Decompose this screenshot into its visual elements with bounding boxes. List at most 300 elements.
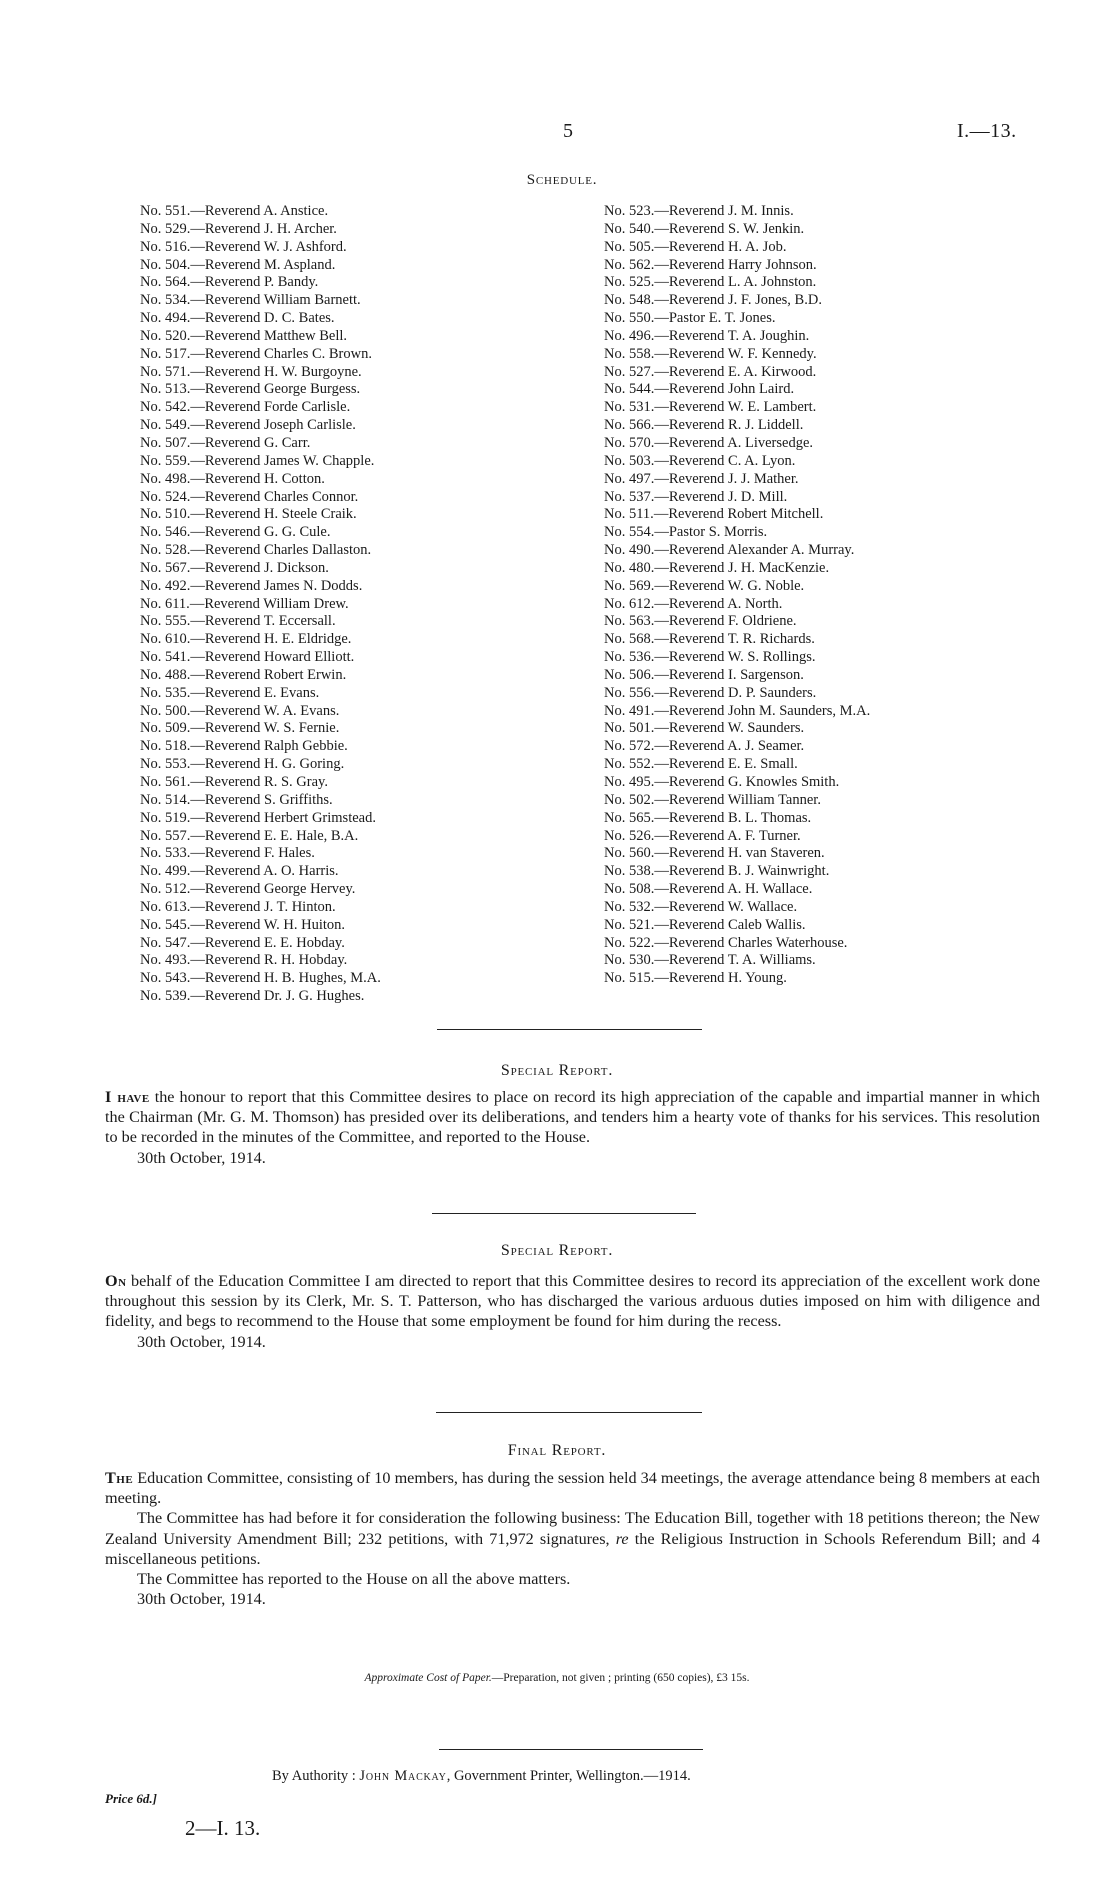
schedule-entry bbox=[140, 578, 560, 596]
petition-number: No. 538. bbox=[604, 863, 655, 880]
petition-number: No. 551. bbox=[140, 203, 191, 219]
lead-words: On bbox=[105, 1272, 127, 1290]
petitioner-name: —Reverend H. Cotton. bbox=[190, 470, 325, 487]
schedule-entry bbox=[604, 970, 1044, 988]
schedule-entry bbox=[140, 917, 560, 935]
schedule-entry bbox=[604, 471, 1044, 489]
schedule-entry bbox=[604, 489, 1044, 507]
petitioner-name: —Reverend F. Oldriene. bbox=[654, 613, 797, 630]
schedule-entry bbox=[140, 506, 560, 524]
petition-number: No. 530. bbox=[604, 952, 655, 969]
paragraph-text: Education Committee, consisting of 10 members, has during the session held 34 meetings, the average attendance being 8 members at each meeting. bbox=[105, 1469, 1040, 1508]
schedule-entry bbox=[604, 720, 1044, 738]
petition-number: No. 566. bbox=[604, 417, 655, 434]
schedule-entry bbox=[604, 292, 1044, 310]
petition-number: No. 497. bbox=[604, 470, 655, 487]
schedule-entry bbox=[604, 203, 1044, 221]
schedule-entry bbox=[140, 828, 560, 846]
cost-of-paper bbox=[0, 1672, 1114, 1684]
petition-number: No. 495. bbox=[604, 774, 655, 790]
petitioner-name: —Reverend John M. Saunders, M.A. bbox=[654, 702, 871, 719]
petitioner-name: —Reverend W. G. Noble. bbox=[654, 577, 805, 594]
petition-number: No. 559. bbox=[140, 452, 191, 469]
petitioner-name: —Reverend W. H. Huiton. bbox=[190, 916, 346, 933]
report-date: 30th October, 1914. bbox=[137, 1148, 266, 1167]
petition-number: No. 568. bbox=[604, 631, 655, 648]
petition-number: No. 511. bbox=[604, 506, 654, 523]
petition-number: No. 509. bbox=[140, 720, 191, 737]
schedule-entry bbox=[604, 738, 1044, 756]
petitioner-name: —Reverend Ralph Gebbie. bbox=[190, 738, 348, 755]
petitioner-name: —Reverend James W. Chapple. bbox=[190, 452, 375, 469]
schedule-entry bbox=[604, 221, 1044, 239]
petitioner-name: —Reverend L. A. Johnston. bbox=[654, 274, 817, 291]
petition-number: No. 555. bbox=[140, 613, 191, 630]
schedule-entry bbox=[140, 774, 560, 792]
petition-number: No. 564. bbox=[140, 274, 191, 291]
petition-number: No. 502. bbox=[604, 791, 655, 808]
schedule-left-column bbox=[140, 203, 560, 1006]
petition-number: No. 515. bbox=[604, 970, 655, 987]
petition-number: No. 561. bbox=[140, 774, 191, 790]
schedule-title: Schedule. bbox=[526, 172, 598, 188]
petitioner-name: —Reverend E. Evans. bbox=[190, 684, 320, 701]
petitioner-name: —Reverend T. A. Joughin. bbox=[654, 327, 810, 344]
petitioner-name: —Reverend H. W. Burgoyne. bbox=[190, 363, 362, 380]
special-report-1-title: Special Report. bbox=[500, 1062, 614, 1079]
schedule-entry bbox=[604, 274, 1044, 292]
schedule-entry bbox=[140, 649, 560, 667]
petition-number: No. 535. bbox=[140, 684, 191, 701]
petitioner-name: —Reverend I. Sargenson. bbox=[654, 666, 804, 683]
schedule-entry bbox=[604, 542, 1044, 560]
petitioner-name: —Reverend A. Anstice. bbox=[190, 203, 329, 219]
schedule-entry bbox=[140, 560, 560, 578]
petitioner-name: —Reverend G. G. Cule. bbox=[190, 524, 331, 541]
schedule-entry bbox=[604, 881, 1044, 899]
petition-number: No. 565. bbox=[604, 809, 655, 826]
petition-number: No. 507. bbox=[140, 434, 191, 451]
petitioner-name: —Reverend Robert Mitchell. bbox=[653, 506, 824, 523]
petitioner-name: —Reverend Dr. J. G. Hughes. bbox=[190, 988, 365, 1005]
schedule-entry bbox=[604, 453, 1044, 471]
schedule-entry bbox=[604, 310, 1044, 328]
petition-number: No. 552. bbox=[604, 756, 655, 773]
paragraph-text: the Religious Instruction in Schools Referendum Bill; and 4 miscellaneous petitions. bbox=[105, 1529, 1040, 1568]
petition-number: No. 490. bbox=[604, 542, 655, 559]
printer-name: John Mackay bbox=[359, 1768, 447, 1784]
petition-number: No. 546. bbox=[140, 524, 191, 541]
special-report-2-body bbox=[105, 1271, 1040, 1352]
petitioner-name: —Reverend S. W. Jenkin. bbox=[654, 220, 805, 237]
schedule-entry bbox=[140, 613, 560, 631]
petition-number: No. 534. bbox=[140, 292, 191, 309]
schedule-entry bbox=[604, 935, 1044, 953]
petitioner-name: —Reverend H. Young. bbox=[654, 970, 787, 987]
petitioner-name: —Reverend James N. Dodds. bbox=[190, 577, 363, 594]
petition-number: No. 553. bbox=[140, 756, 191, 773]
schedule-entry bbox=[140, 863, 560, 881]
lead-words: The bbox=[105, 1469, 134, 1487]
schedule-entry bbox=[604, 257, 1044, 275]
petitioner-name: —Reverend A. O. Harris. bbox=[190, 863, 339, 880]
petitioner-name: —Reverend H. van Staveren. bbox=[654, 845, 825, 862]
schedule-entry bbox=[140, 310, 560, 328]
italic-re: re bbox=[615, 1529, 629, 1548]
page-number: 5 bbox=[563, 120, 573, 142]
petitioner-name: —Reverend Joseph Carlisle. bbox=[190, 417, 356, 434]
schedule-entry bbox=[604, 917, 1044, 935]
petition-number: No. 493. bbox=[140, 952, 191, 969]
petitioner-name: —Reverend B. L. Thomas. bbox=[654, 809, 812, 826]
petition-number: No. 570. bbox=[604, 434, 655, 451]
schedule-entry bbox=[140, 328, 560, 346]
final-report-body bbox=[105, 1468, 1040, 1609]
petitioner-name: —Reverend H. A. Job. bbox=[654, 238, 787, 255]
petitioner-name: —Reverend J. M. Innis. bbox=[654, 203, 794, 219]
petitioner-name: —Reverend E. A. Kirwood. bbox=[654, 363, 817, 380]
petition-number: No. 543. bbox=[140, 970, 191, 987]
petitioner-name: —Reverend Caleb Wallis. bbox=[654, 916, 806, 933]
petitioner-name: —Reverend William Tanner. bbox=[654, 791, 821, 808]
petition-number: No. 612. bbox=[604, 595, 655, 612]
paragraph-text: The Committee has had before it for consideration the following business: The Education Bill, together with 18 petitions thereon; the New Zealand University Amendment Bill; 232 petitions, with 71,972 signatures, bbox=[105, 1509, 1040, 1548]
schedule-entry bbox=[140, 435, 560, 453]
petition-number: No. 613. bbox=[140, 898, 191, 915]
petition-number: No. 499. bbox=[140, 863, 191, 880]
petition-number: No. 510. bbox=[140, 506, 191, 523]
petitioner-name: —Reverend J. H. MacKenzie. bbox=[654, 559, 830, 576]
petitioner-name: —Reverend J. J. Mather. bbox=[654, 470, 799, 487]
petition-number: No. 512. bbox=[140, 881, 191, 898]
petition-number: No. 514. bbox=[140, 791, 191, 808]
petition-number: No. 506. bbox=[604, 666, 655, 683]
petitioner-name: —Reverend T. R. Richards. bbox=[654, 631, 815, 648]
schedule-entry bbox=[604, 328, 1044, 346]
petition-number: No. 523. bbox=[604, 203, 655, 219]
petition-number: No. 505. bbox=[604, 238, 655, 255]
petition-number: No. 501. bbox=[604, 720, 655, 737]
imprint-prefix: By Authority : bbox=[272, 1768, 360, 1784]
schedule-entry bbox=[604, 560, 1044, 578]
petitioner-name: —Reverend W. A. Evans. bbox=[190, 702, 340, 719]
petition-number: No. 504. bbox=[140, 256, 191, 273]
petition-number: No. 611. bbox=[140, 595, 190, 612]
schedule-entry bbox=[604, 631, 1044, 649]
petitioner-name: —Reverend J. T. Hinton. bbox=[190, 898, 336, 915]
schedule-entry bbox=[604, 649, 1044, 667]
schedule-entry bbox=[140, 221, 560, 239]
paragraph-text: behalf of the Education Committee I am directed to report that this Committee desires to record its appreciation of the excellent work done throughout this session by its Clerk, Mr. S. T. Patterson, who has discharged the various arduous duties imposed on him with diligence and fidelity, and begs to recommend to the House that some employment be found for him during the recess. bbox=[105, 1272, 1040, 1331]
schedule-entry bbox=[140, 524, 560, 542]
schedule-entry bbox=[140, 489, 560, 507]
imprint bbox=[272, 1768, 691, 1785]
report-date: 30th October, 1914. bbox=[137, 1332, 266, 1351]
petitioner-name: —Reverend J. H. Archer. bbox=[190, 220, 337, 237]
petition-number: No. 557. bbox=[140, 827, 191, 844]
schedule-entry bbox=[140, 453, 560, 471]
petitioner-name: —Reverend S. Griffiths. bbox=[190, 791, 333, 808]
schedule-entry bbox=[604, 667, 1044, 685]
petitioner-name: —Reverend R. S. Gray. bbox=[190, 774, 328, 790]
petition-number: No. 519. bbox=[140, 809, 191, 826]
petitioner-name: —Reverend Robert Erwin. bbox=[190, 666, 347, 683]
petition-number: No. 500. bbox=[140, 702, 191, 719]
petition-number: No. 567. bbox=[140, 559, 191, 576]
final-report-title: Final Report. bbox=[507, 1442, 607, 1459]
petitioner-name: —Reverend George Burgess. bbox=[190, 381, 361, 398]
petitioner-name: —Reverend Forde Carlisle. bbox=[190, 399, 351, 416]
petitioner-name: —Reverend A. North. bbox=[654, 595, 783, 612]
schedule-entry bbox=[604, 417, 1044, 435]
petition-number: No. 558. bbox=[604, 345, 655, 362]
petitioner-name: —Reverend C. A. Lyon. bbox=[654, 452, 796, 469]
petition-number: No. 550. bbox=[604, 310, 655, 327]
petition-number: No. 488. bbox=[140, 666, 191, 683]
paper-reference: I.—13. bbox=[957, 120, 1017, 142]
petitioner-name: —Reverend George Hervey. bbox=[190, 881, 356, 898]
schedule-entry bbox=[604, 810, 1044, 828]
petitioner-name: —Pastor E. T. Jones. bbox=[654, 310, 776, 327]
schedule-entry bbox=[604, 399, 1044, 417]
petition-number: No. 494. bbox=[140, 310, 191, 327]
petitioner-name: —Reverend M. Aspland. bbox=[190, 256, 336, 273]
petition-number: No. 571. bbox=[140, 363, 191, 380]
lead-words: I have bbox=[105, 1088, 150, 1106]
petition-number: No. 547. bbox=[140, 934, 191, 951]
petition-number: No. 498. bbox=[140, 470, 191, 487]
petitioner-name: —Pastor S. Morris. bbox=[654, 524, 768, 541]
schedule-entry bbox=[140, 952, 560, 970]
schedule-entry bbox=[140, 292, 560, 310]
petition-number: No. 539. bbox=[140, 988, 191, 1005]
petition-number: No. 503. bbox=[604, 452, 655, 469]
petitioner-name: —Reverend W. E. Lambert. bbox=[654, 399, 817, 416]
schedule-entry bbox=[140, 792, 560, 810]
petitioner-name: —Reverend D. C. Bates. bbox=[190, 310, 335, 327]
schedule-entry bbox=[604, 828, 1044, 846]
petitioner-name: —Reverend T. A. Williams. bbox=[654, 952, 816, 969]
petitioner-name: —Reverend A. Liversedge. bbox=[654, 434, 814, 451]
petition-number: No. 508. bbox=[604, 881, 655, 898]
petitioner-name: —Reverend Howard Elliott. bbox=[190, 649, 355, 666]
petition-number: No. 569. bbox=[604, 577, 655, 594]
schedule-entry bbox=[604, 792, 1044, 810]
schedule-entry bbox=[140, 542, 560, 560]
petition-number: No. 521. bbox=[604, 916, 655, 933]
schedule-entry bbox=[140, 631, 560, 649]
footer-divider bbox=[439, 1749, 703, 1750]
petitioner-name: —Reverend B. J. Wainwright. bbox=[654, 863, 830, 880]
section-divider bbox=[432, 1213, 696, 1214]
petitioner-name: —Reverend Charles C. Brown. bbox=[190, 345, 372, 362]
schedule-entry bbox=[140, 471, 560, 489]
petition-number: No. 542. bbox=[140, 399, 191, 416]
special-report-1-body bbox=[105, 1087, 1040, 1168]
petition-number: No. 544. bbox=[604, 381, 655, 398]
petition-number: No. 554. bbox=[604, 524, 655, 541]
petitioner-name: —Reverend A. J. Seamer. bbox=[654, 738, 805, 755]
petition-number: No. 549. bbox=[140, 417, 191, 434]
petition-number: No. 480. bbox=[604, 559, 655, 576]
petitioner-name: —Reverend H. B. Hughes, M.A. bbox=[190, 970, 381, 987]
petition-number: No. 527. bbox=[604, 363, 655, 380]
petitioner-name: —Reverend W. Wallace. bbox=[654, 898, 798, 915]
schedule-entry bbox=[604, 578, 1044, 596]
petitioner-name: —Reverend J. F. Jones, B.D. bbox=[654, 292, 822, 309]
petitioner-name: —Reverend Charles Waterhouse. bbox=[654, 934, 848, 951]
schedule-entry bbox=[140, 899, 560, 917]
schedule-entry bbox=[140, 239, 560, 257]
schedule-entry bbox=[140, 988, 560, 1006]
petitioner-name: —Reverend J. D. Mill. bbox=[654, 488, 788, 505]
petitioner-name: —Reverend Charles Connor. bbox=[190, 488, 359, 505]
schedule-entry bbox=[604, 703, 1044, 721]
schedule-entry bbox=[140, 881, 560, 899]
schedule-entry bbox=[604, 774, 1044, 792]
schedule-entry bbox=[140, 845, 560, 863]
petitioner-name: —Reverend H. G. Goring. bbox=[190, 756, 345, 773]
petitioner-name: —Reverend F. Hales. bbox=[190, 845, 315, 862]
special-report-2-title: Special Report. bbox=[500, 1242, 614, 1259]
petition-number: No. 513. bbox=[140, 381, 191, 398]
schedule-entry bbox=[604, 685, 1044, 703]
petition-number: No. 562. bbox=[604, 256, 655, 273]
petitioner-name: —Reverend G. Carr. bbox=[190, 434, 311, 451]
report-date: 30th October, 1914. bbox=[137, 1590, 266, 1609]
schedule-entry bbox=[140, 756, 560, 774]
petitioner-name: —Reverend William Barnett. bbox=[190, 292, 361, 309]
section-divider bbox=[437, 1029, 702, 1030]
petition-number: No. 610. bbox=[140, 631, 191, 648]
petition-number: No. 532. bbox=[604, 898, 655, 915]
petitioner-name: —Reverend G. Knowles Smith. bbox=[654, 774, 840, 790]
petitioner-name: —Reverend R. J. Liddell. bbox=[654, 417, 804, 434]
schedule-entry bbox=[140, 810, 560, 828]
petition-number: No. 526. bbox=[604, 827, 655, 844]
petitioner-name: —Reverend E. E. Small. bbox=[654, 756, 798, 773]
petition-number: No. 524. bbox=[140, 488, 191, 505]
petitioner-name: —Reverend E. E. Hobday. bbox=[190, 934, 345, 951]
petition-number: No. 522. bbox=[604, 934, 655, 951]
petitioner-name: —Reverend William Drew. bbox=[189, 595, 349, 612]
schedule-entry bbox=[140, 364, 560, 382]
schedule-right-column bbox=[604, 203, 1044, 988]
schedule-entry bbox=[140, 720, 560, 738]
petition-number: No. 531. bbox=[604, 399, 655, 416]
price: Price 6d.] bbox=[105, 1791, 157, 1806]
petitioner-name: —Reverend H. Steele Craik. bbox=[190, 506, 357, 523]
petition-number: No. 520. bbox=[140, 327, 191, 344]
schedule-entry bbox=[604, 524, 1044, 542]
schedule-entry bbox=[604, 435, 1044, 453]
petitioner-name: —Reverend Charles Dallaston. bbox=[190, 542, 372, 559]
paragraph-business bbox=[105, 1508, 1040, 1569]
petitioner-name: —Reverend Matthew Bell. bbox=[190, 327, 347, 344]
petitioner-name: —Reverend H. E. Eldridge. bbox=[190, 631, 352, 648]
petitioner-name: —Reverend W. S. Fernie. bbox=[190, 720, 340, 737]
petition-number: No. 572. bbox=[604, 738, 655, 755]
petition-number: No. 541. bbox=[140, 649, 191, 666]
schedule-entry bbox=[604, 346, 1044, 364]
petitioner-name: —Reverend Alexander A. Murray. bbox=[654, 542, 855, 559]
schedule-entry bbox=[604, 845, 1044, 863]
document-reference: 2—I. 13. bbox=[185, 1816, 261, 1840]
petitioner-name: —Reverend T. Eccersall. bbox=[190, 613, 336, 630]
schedule-entry bbox=[140, 685, 560, 703]
petition-number: No. 518. bbox=[140, 738, 191, 755]
schedule-entry bbox=[604, 506, 1044, 524]
petitioner-name: —Reverend D. P. Saunders. bbox=[654, 684, 817, 701]
schedule-entry bbox=[140, 703, 560, 721]
petitioner-name: —Reverend W. S. Rollings. bbox=[654, 649, 816, 666]
schedule-entry bbox=[140, 970, 560, 988]
petition-number: No. 491. bbox=[604, 702, 655, 719]
petitioner-name: —Reverend R. H. Hobday. bbox=[190, 952, 348, 969]
schedule-entry bbox=[140, 667, 560, 685]
petitioner-name: —Reverend W. Saunders. bbox=[654, 720, 805, 737]
petition-number: No. 556. bbox=[604, 684, 655, 701]
petition-number: No. 529. bbox=[140, 220, 191, 237]
petitioner-name: —Reverend A. H. Wallace. bbox=[654, 881, 813, 898]
petition-number: No. 540. bbox=[604, 220, 655, 237]
schedule-entry bbox=[140, 399, 560, 417]
cost-label: Approximate Cost of Paper. bbox=[364, 1672, 492, 1684]
schedule-entry bbox=[140, 346, 560, 364]
schedule-entry bbox=[604, 952, 1044, 970]
schedule-entry bbox=[604, 239, 1044, 257]
petition-number: No. 528. bbox=[140, 542, 191, 559]
petition-number: No. 563. bbox=[604, 613, 655, 630]
petition-number: No. 496. bbox=[604, 327, 655, 344]
petitioner-name: —Reverend E. E. Hale, B.A. bbox=[190, 827, 359, 844]
petitioner-name: —Reverend P. Bandy. bbox=[190, 274, 319, 291]
petitioner-name: —Reverend Harry Johnson. bbox=[654, 256, 817, 273]
schedule-entry bbox=[140, 203, 560, 221]
petition-number: No. 492. bbox=[140, 577, 191, 594]
petitioner-name: —Reverend J. Dickson. bbox=[190, 559, 329, 576]
schedule-entry bbox=[604, 899, 1044, 917]
imprint-suffix: , Government Printer, Wellington.—1914. bbox=[446, 1768, 691, 1784]
schedule-entry bbox=[140, 257, 560, 275]
petitioner-name: —Reverend Herbert Grimstead. bbox=[190, 809, 376, 826]
schedule-entry bbox=[604, 863, 1044, 881]
petition-number: No. 533. bbox=[140, 845, 191, 862]
petition-number: No. 516. bbox=[140, 238, 191, 255]
petitioner-name: —Reverend W. F. Kennedy. bbox=[654, 345, 817, 362]
petitioner-name: —Reverend W. J. Ashford. bbox=[190, 238, 347, 255]
schedule-entry bbox=[140, 381, 560, 399]
schedule-entry bbox=[140, 274, 560, 292]
petition-number: No. 537. bbox=[604, 488, 655, 505]
paragraph-reported: The Committee has reported to the House on all the above matters. bbox=[137, 1570, 571, 1589]
schedule-entry bbox=[140, 935, 560, 953]
petitioner-name: —Reverend John Laird. bbox=[654, 381, 795, 398]
petitioner-name: —Reverend A. F. Turner. bbox=[654, 827, 801, 844]
schedule-entry bbox=[604, 756, 1044, 774]
petition-number: No. 536. bbox=[604, 649, 655, 666]
schedule-entry bbox=[140, 738, 560, 756]
schedule-entry bbox=[140, 417, 560, 435]
schedule-entry bbox=[604, 364, 1044, 382]
petition-number: No. 525. bbox=[604, 274, 655, 291]
schedule-entry bbox=[604, 613, 1044, 631]
schedule-entry bbox=[604, 596, 1044, 614]
petition-number: No. 517. bbox=[140, 345, 191, 362]
section-divider bbox=[436, 1412, 702, 1413]
schedule-entry bbox=[604, 381, 1044, 399]
petition-number: No. 545. bbox=[140, 916, 191, 933]
